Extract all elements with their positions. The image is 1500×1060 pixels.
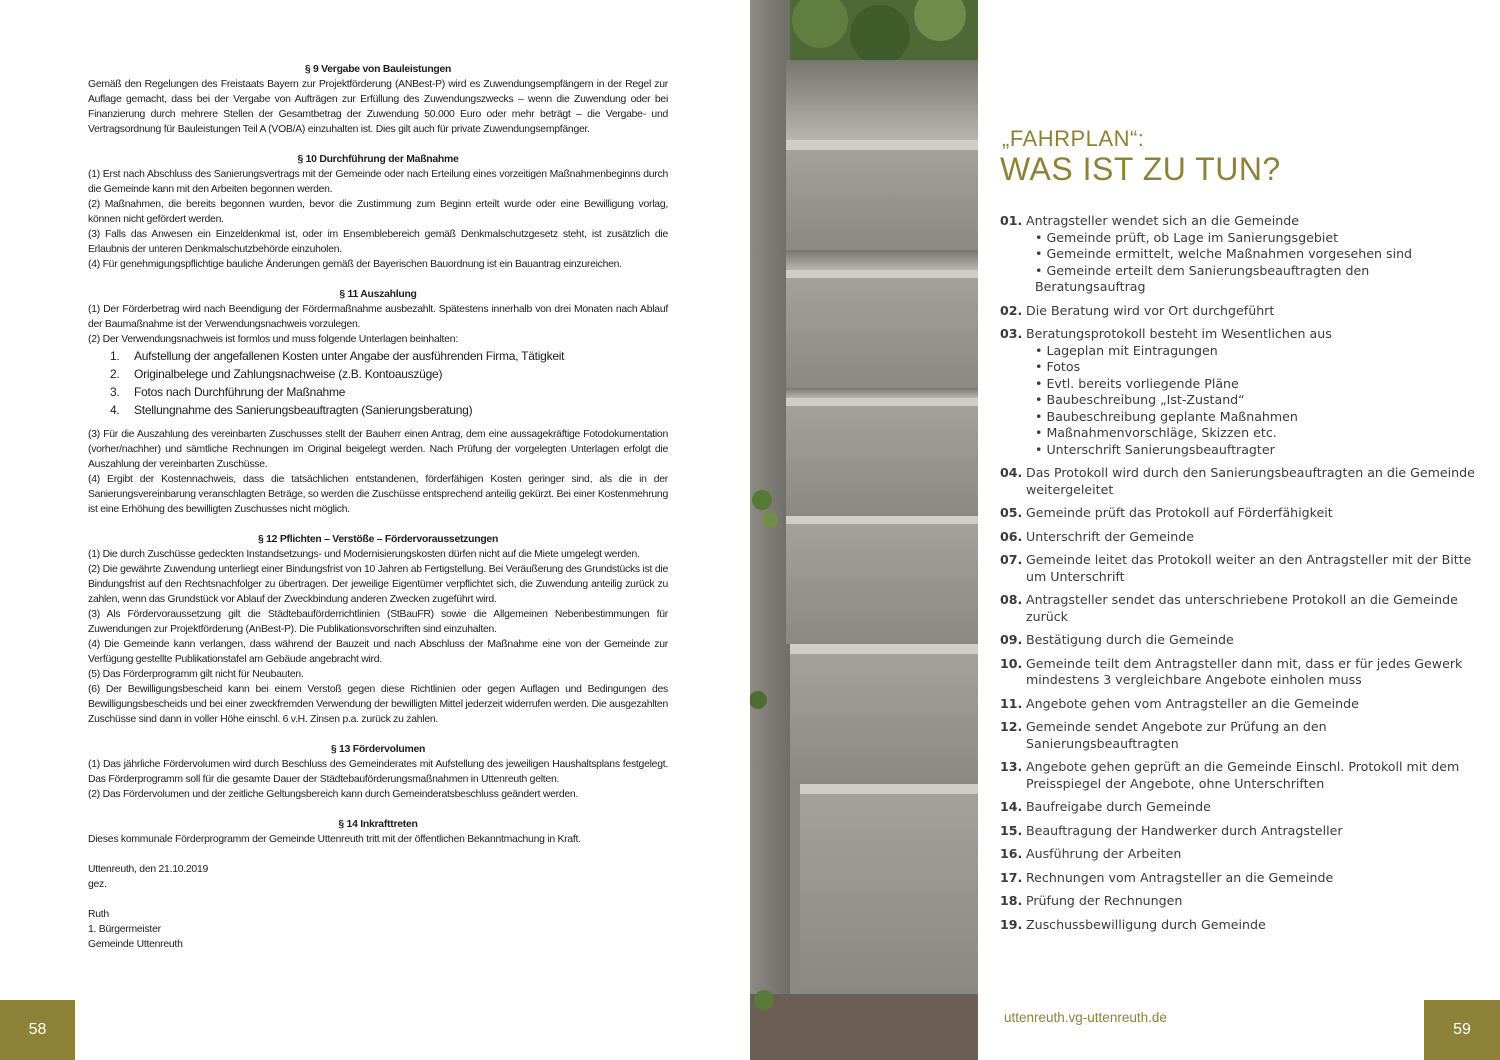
step-text: Beratungsprotokoll besteht im Wesentlichen aus (1026, 326, 1332, 341)
step-subitem (1026, 359, 1480, 376)
spacer (88, 892, 668, 907)
step-text: Die Beratung wird vor Ort durchgeführt (1026, 302, 1275, 318)
step-body (1026, 529, 1480, 546)
bullet-icon: • (1035, 246, 1047, 261)
step-number: 17. (1000, 869, 1023, 885)
bullet-icon: • (1035, 342, 1047, 358)
section-paragraph: (1) Der Förderbetrag wird nach Beendigung der Fördermaßnahme ausbezahlt. Spätestens innerhalb von drei Monaten nach Ablauf der Baumaßnahme ist der Verwendungsnachweis vorzulegen. (88, 304, 668, 330)
step-text: Bestätigung durch die Gemeinde (1026, 632, 1234, 647)
step-subitem (1026, 343, 1480, 360)
section-10 (88, 152, 668, 272)
step-text: Beauftragung der Handwerker durch Antragsteller (1026, 822, 1343, 838)
step-number: 01. (1000, 213, 1023, 228)
step-text: Prüfung der Rechnungen (1026, 893, 1183, 908)
document-list (88, 347, 668, 419)
section-14 (88, 817, 668, 847)
section-paragraph: (3) Falls das Anwesen ein Einzeldenkmal ist, oder im Ensemblebereich gemäß Denkmalschutzgesetz steht, ist zusätzlich die Erlaubnis der unteren Denkmalschutzbehörde einzuholen. (88, 229, 668, 255)
step-subitem-text: Lageplan mit Eintragungen (1046, 342, 1218, 358)
stairs-photo (750, 0, 978, 1060)
list-item: 3. Fotos nach Durchführung der Maßnahme (110, 385, 346, 399)
step-number: 19. (1000, 916, 1023, 932)
step-item (1000, 870, 1480, 887)
step-body (1026, 870, 1480, 887)
step-body (1026, 656, 1480, 689)
step-subitem (1026, 246, 1480, 263)
step-item (1000, 823, 1480, 840)
step-body (1026, 592, 1480, 625)
step-body (1026, 917, 1480, 934)
step-number: 06. (1000, 528, 1023, 544)
step-subitem-text: Unterschrift Sanierungsbeauftragter (1046, 441, 1275, 457)
step-body (1026, 719, 1480, 752)
step-subitem-text: Maßnahmenvorschläge, Skizzen etc. (1046, 425, 1277, 440)
section-paragraph: (3) Als Fördervoraussetzung gilt die Städtebauförderrichtlinien (StBauFR) sowie die Allgemeinen Nebenbestimmungen für Zuwendungen zur Projektförderung (AnBest-P). Die Publikationsvorschriften sind einzuhalten. (88, 609, 668, 635)
step-text: Gemeinde leitet das Protokoll weiter an den Antragsteller mit der Bitte um Unterschrift (1026, 552, 1472, 584)
page-number-left: 58 (0, 1000, 75, 1060)
step-sublist (1026, 230, 1480, 296)
step-number: 18. (1000, 893, 1023, 908)
section-paragraph: Dieses kommunale Förderprogramm der Gemeinde Uttenreuth tritt mit der öffentlichen Bekanntmachung in Kraft. (88, 834, 581, 845)
step-item (1000, 465, 1480, 498)
step-item (1000, 893, 1480, 910)
step-number: 03. (1000, 326, 1023, 341)
step-body (1026, 326, 1480, 458)
step-body (1026, 759, 1480, 792)
step-subitem (1026, 425, 1480, 442)
section-heading: § 11 Auszahlung (339, 289, 417, 300)
step-text: Zuschussbewilligung durch Gemeinde (1026, 916, 1266, 932)
page-number-right: 59 (1424, 1000, 1500, 1060)
step-subitem-text: Gemeinde erteilt dem Sanierungsbeauftragten den Beratungsauftrag (1035, 262, 1370, 294)
step-number: 08. (1000, 592, 1023, 607)
step-sublist (1026, 343, 1480, 459)
step-subitem-text: Baubeschreibung geplante Maßnahmen (1046, 408, 1298, 424)
section-paragraph: (6) Der Bewilligungsbescheid kann bei einem Verstoß gegen diese Richtlinien oder gegen Auflagen und Bedingungen des Bewilligungsbescheids und bei einer zweckfremden Verwendung der bewilligten Mittel jederzeit widerrufen werden. Die ausgezahlten Zuschüsse sind dann in voller Höhe einschl. 6 v.H. Zinsen p.a. zurück zu zahlen. (88, 684, 668, 725)
step-number: 11. (1000, 695, 1023, 711)
bullet-icon: • (1035, 425, 1047, 440)
section-paragraph: (2) Der Verwendungsnachweis ist formlos und muss folgende Unterlagen beinhalten: (88, 334, 458, 345)
right-page (978, 0, 1500, 1060)
step-number: 02. (1000, 302, 1023, 318)
fahrplan-kicker: „FAHRPLAN“: (1002, 126, 1145, 151)
footer-url: uttenreuth.vg-uttenreuth.de (1004, 1010, 1167, 1025)
section-paragraph: (1) Das jährliche Fördervolumen wird durch Beschluss des Gemeinderates mit Aufstellung des jeweiligen Haushaltsplans festgelegt. Das Förderprogramm soll für die gesamte Dauer der Städtebauförderungsmaßnahmen in Uttenreuth gelten. (88, 759, 668, 785)
step-item (1000, 592, 1480, 625)
bullet-icon: • (1035, 441, 1047, 457)
step-subitem-text: Evtl. bereits vorliegende Pläne (1046, 375, 1239, 391)
list-item: 2. Originalbelege und Zahlungsnachweise (z.B. Kontoauszüge) (110, 367, 443, 381)
step-body (1026, 552, 1480, 585)
section-heading: § 12 Pflichten – Verstöße – Fördervoraussetzungen (257, 534, 499, 545)
step-number: 16. (1000, 846, 1023, 861)
section-paragraph: (2) Das Fördervolumen und der zeitliche Geltungsbereich kann durch Gemeinderatsbeschluss geändert werden. (88, 789, 579, 800)
list-item: 1. Aufstellung der angefallenen Kosten unter Angabe der ausführenden Firma, Tätigkeit (110, 349, 565, 363)
step-text: Rechnungen vom Antragsteller an die Gemeinde (1026, 869, 1334, 885)
step-body (1026, 465, 1480, 498)
step-subitem (1026, 376, 1480, 393)
section-paragraph: Gemäß den Regelungen des Freistaats Bayern zur Projektförderung (ANBest-P) wird es Zuwendungsempfängern in der Regel zur Auflage gemacht, dass bei der Vergabe von Aufträgen zur Erfüllung des Zuwendungszwecks – wenn die Zuwendung oder bei Finanzierung durch mehrere Stellen der Gesamtbetrag der Zuwendung 50.000 Euro oder mehr beträgt – die Vergabe- und Vertragsordnung für Bauleistungen Teil A (VOB/A) einzuhalten ist. Dies gilt auch für private Zuwendungsempfänger. (88, 79, 668, 135)
step-body (1026, 505, 1480, 522)
step-subitem-text: Baubeschreibung „Ist-Zustand“ (1046, 392, 1245, 407)
step-text: Gemeinde sendet Angebote zur Prüfung an den Sanierungsbeauftragten (1026, 719, 1327, 751)
bullet-icon: • (1035, 408, 1047, 424)
step-text: Gemeinde teilt dem Antragsteller dann mit, dass er für jedes Gewerk mindestens 3 vergleichbare Angebote einholen muss (1026, 655, 1463, 687)
section-9 (88, 62, 668, 137)
step-item (1000, 696, 1480, 713)
step-item (1000, 632, 1480, 649)
section-heading: § 14 Inkrafttreten (338, 819, 418, 830)
bullet-icon: • (1035, 392, 1047, 407)
section-heading: § 9 Vergabe von Bauleistungen (304, 64, 452, 75)
page-title: WAS IST ZU TUN? (1000, 151, 1281, 187)
step-number: 12. (1000, 719, 1023, 734)
step-item (1000, 799, 1480, 816)
step-number: 05. (1000, 505, 1023, 520)
section-paragraph: (3) Für die Auszahlung des vereinbarten Zuschusses stellt der Bauherr einen Antrag, dem eine aussagekräftige Fotodokumentation (vorher/nachher) und sämtliche Rechnungen im Original beigelegt werden. Nach Prüfung der vorgelegten Unterlagen erfolgt die Auszahlung der vereinbarten Zuschüsse. (88, 429, 668, 470)
step-subitem (1026, 442, 1480, 459)
step-text: Angebote gehen vom Antragsteller an die Gemeinde (1026, 695, 1359, 711)
step-item (1000, 656, 1480, 689)
section-paragraph: (4) Ergibt der Kostennachweis, dass die tatsächlichen entstandenen, förderfähigen Kosten geringer sind, als die in der Sanierungsvereinbarung veranschlagten Beträge, so werden die Zuschüsse entsprechend anteilig gekürzt. Bei einer Kostenmehrung ist eine Erhöhung des bewilligten Zuschusses nicht möglich. (88, 474, 668, 515)
section-paragraph: (4) Die Gemeinde kann verlangen, dass während der Bauzeit und nach Abschluss der Maßnahme eine von der Gemeinde zur Verfügung gestellte Publikationstafel am Gebäude angebracht wird. (88, 639, 668, 665)
list-item: 4. Stellungnahme des Sanierungsbeauftragten (Sanierungsberatung) (110, 403, 473, 417)
step-item (1000, 303, 1480, 320)
section-paragraph: (2) Maßnahmen, die bereits begonnen wurden, bevor die Zustimmung zum Beginn erteilt wurde oder eine Bewilligung vorlag, können nicht gefördert werden. (88, 199, 668, 225)
signature-gez: gez. (88, 879, 107, 890)
signature-org: Gemeinde Uttenreuth (88, 939, 183, 950)
step-text: Antragsteller sendet das unterschriebene Protokoll an die Gemeinde zurück (1026, 592, 1458, 624)
step-item (1000, 326, 1480, 458)
section-paragraph: (2) Die gewährte Zuwendung unterliegt einer Bindungsfrist von 10 Jahren ab Fertigstellung. Bei Veräußerung des Grundstücks ist die Bindungsfrist auf den Rechtsnachfolger zu übertragen. Der jeweilige Eigentümer verpflichtet sich, die Zuwendung anteilig zurück zu zahlen, wenn das Grundstück vor Ablauf der Zweckbindung anderen Zwecken zugeführt wird. (88, 564, 668, 605)
step-number: 13. (1000, 759, 1023, 774)
signature-block (88, 862, 668, 952)
step-item (1000, 505, 1480, 522)
signature-title: 1. Bürgermeister (88, 924, 161, 935)
section-heading: § 13 Fördervolumen (330, 744, 426, 755)
step-item (1000, 846, 1480, 863)
section-13 (88, 742, 668, 802)
section-paragraph: (1) Erst nach Abschluss des Sanierungsvertrags mit der Gemeinde oder nach Erteilung eines vorzeitigen Maßnahmenbeginns durch die Gemeinde kann mit den Arbeiten begonnen werden. (88, 169, 668, 195)
step-subitem (1026, 263, 1480, 296)
step-text: Gemeinde prüft das Protokoll auf Förderfähigkeit (1026, 505, 1333, 520)
section-heading: § 10 Durchführung der Maßnahme (297, 154, 459, 165)
step-number: 10. (1000, 655, 1023, 671)
step-body (1026, 846, 1480, 863)
step-text: Unterschrift der Gemeinde (1026, 528, 1195, 544)
step-subitem (1026, 392, 1480, 409)
step-subitem-text: Gemeinde prüft, ob Lage im Sanierungsgebiet (1046, 229, 1339, 245)
signature-name: Ruth (88, 909, 109, 920)
step-text: Das Protokoll wird durch den Sanierungsbeauftragten an die Gemeinde weitergeleitet (1026, 465, 1475, 497)
section-12 (88, 532, 668, 727)
step-item (1000, 719, 1480, 752)
step-body (1026, 632, 1480, 649)
bullet-icon: • (1035, 359, 1047, 374)
step-body (1026, 823, 1480, 840)
step-item (1000, 759, 1480, 792)
step-number: 14. (1000, 799, 1023, 814)
step-body (1026, 213, 1480, 296)
step-body (1026, 799, 1480, 816)
section-11 (88, 287, 668, 517)
step-item (1000, 917, 1480, 934)
step-number: 04. (1000, 465, 1023, 480)
bullet-icon: • (1035, 375, 1047, 391)
step-body (1026, 893, 1480, 910)
stairs-photo-graphic (750, 0, 978, 1060)
section-paragraph: (4) Für genehmigungspflichtige bauliche Änderungen gemäß der Bayerischen Bauordnung ist ein Bauantrag einzureichen. (88, 259, 622, 270)
step-number: 09. (1000, 632, 1023, 647)
step-body (1026, 303, 1480, 320)
step-subitem-text: Fotos (1046, 359, 1081, 374)
step-number: 07. (1000, 552, 1023, 567)
section-paragraph: (5) Das Förderprogramm gilt nicht für Neubauten. (88, 669, 304, 680)
step-item (1000, 552, 1480, 585)
step-item (1000, 529, 1480, 546)
step-subitem-text: Gemeinde ermittelt, welche Maßnahmen vorgesehen sind (1046, 246, 1413, 261)
step-text: Baufreigabe durch Gemeinde (1026, 799, 1211, 814)
signature-place-date: Uttenreuth, den 21.10.2019 (88, 864, 209, 875)
step-body (1026, 696, 1480, 713)
bullet-icon: • (1035, 229, 1047, 245)
step-item (1000, 213, 1480, 296)
step-text: Antragsteller wendet sich an die Gemeinde (1026, 213, 1299, 228)
step-text: Angebote gehen geprüft an die Gemeinde Einschl. Protokoll mit dem Preisspiegel der Angebote, ohne Unterschriften (1026, 759, 1460, 791)
steps-list (1000, 213, 1480, 940)
step-text: Ausführung der Arbeiten (1026, 846, 1182, 861)
bullet-icon: • (1035, 262, 1047, 278)
step-number: 15. (1000, 822, 1023, 838)
step-subitem (1026, 230, 1480, 247)
section-paragraph: (1) Die durch Zuschüsse gedeckten Instandsetzungs- und Modernisierungskosten dürfen nicht auf die Miete umgelegt werden. (88, 549, 640, 560)
legal-text (88, 62, 668, 952)
step-subitem (1026, 409, 1480, 426)
